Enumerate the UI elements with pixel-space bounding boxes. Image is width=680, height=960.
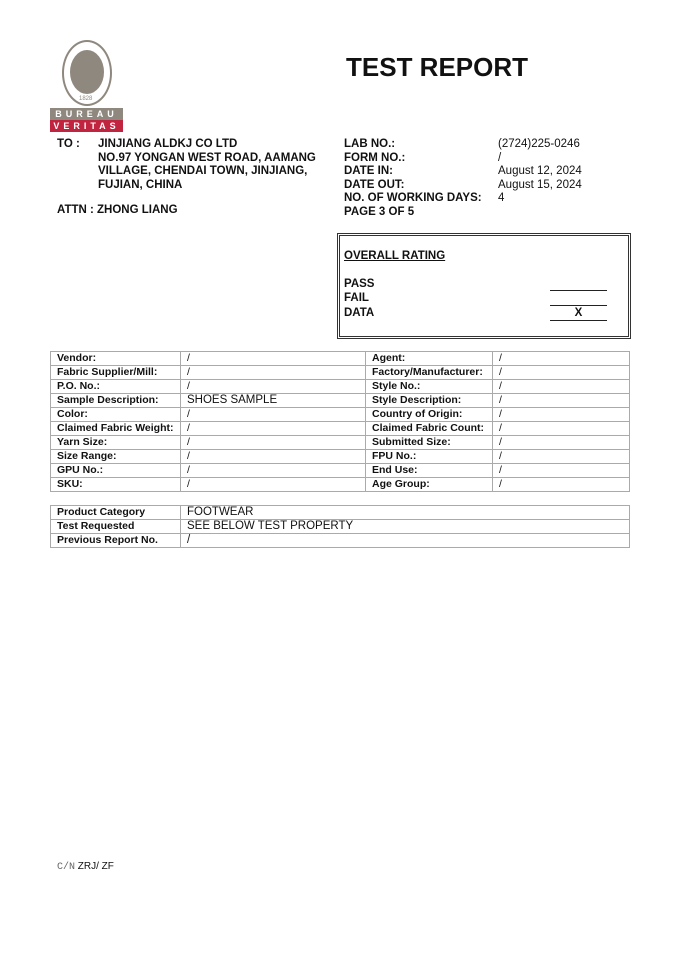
field-label: Product Category <box>51 506 181 520</box>
table-row <box>51 366 630 380</box>
field-value: / <box>493 478 630 492</box>
table-row <box>51 464 630 478</box>
field-value: / <box>181 534 630 548</box>
info-label: FORM NO.: <box>344 151 406 164</box>
address-line: NO.97 YONGAN WEST ROAD, AAMANG <box>98 151 316 164</box>
table-row <box>51 422 630 436</box>
field-label: Color: <box>51 408 181 422</box>
rating-fail: FAIL <box>344 292 369 304</box>
field-label: Previous Report No. <box>51 534 181 548</box>
table-row <box>51 352 630 366</box>
logo-figure <box>70 50 104 94</box>
rating-title: OVERALL RATING <box>344 250 446 262</box>
report-info <box>344 138 634 219</box>
table-row <box>51 436 630 450</box>
logo-veritas: VERITAS <box>50 120 123 132</box>
table-row <box>51 520 630 534</box>
field-value: / <box>181 464 366 478</box>
page-title: TEST REPORT <box>346 52 529 82</box>
field-value: / <box>181 478 366 492</box>
table-row <box>51 408 630 422</box>
info-value: (2724)225-0246 <box>498 138 580 150</box>
field-value: / <box>493 394 630 408</box>
field-value: / <box>493 422 630 436</box>
pass-line <box>550 290 607 291</box>
field-value: / <box>181 436 366 450</box>
cn-label: C/N <box>57 862 76 873</box>
field-label: P.O. No.: <box>51 380 181 394</box>
field-label: Claimed Fabric Count: <box>366 422 493 436</box>
table-row <box>51 450 630 464</box>
field-label: GPU No.: <box>51 464 181 478</box>
overall-rating-box <box>337 233 631 339</box>
field-value: / <box>493 450 630 464</box>
address-line: VILLAGE, CHENDAI TOWN, JINJIANG, <box>98 165 308 177</box>
field-label: Country of Origin: <box>366 408 493 422</box>
field-value: / <box>493 366 630 380</box>
field-value: / <box>181 352 366 366</box>
field-value: / <box>493 436 630 450</box>
product-table <box>50 505 630 548</box>
field-label: Style No.: <box>366 380 493 394</box>
info-label: NO. OF WORKING DAYS: <box>344 192 482 204</box>
sample-details-table <box>50 351 630 492</box>
company-name: JINJIANG ALDKJ CO LTD <box>98 138 238 150</box>
field-label: FPU No.: <box>366 450 493 464</box>
fail-line <box>550 305 607 306</box>
field-label: Vendor: <box>51 352 181 366</box>
field-value: / <box>493 408 630 422</box>
field-value: FOOTWEAR <box>181 506 630 520</box>
field-value: / <box>493 464 630 478</box>
field-label: Factory/Manufacturer: <box>366 366 493 380</box>
info-value: August 12, 2024 <box>498 165 582 177</box>
table-row <box>51 506 630 520</box>
field-label: Style Description: <box>366 394 493 408</box>
page-number: PAGE 3 OF 5 <box>344 205 415 218</box>
footer-cn <box>57 861 114 873</box>
to-label: TO : <box>57 138 80 150</box>
info-label: DATE IN: <box>344 165 393 177</box>
logo-bureau: BUREAU <box>50 108 123 120</box>
field-label: Fabric Supplier/Mill: <box>51 366 181 380</box>
field-label: Test Requested <box>51 520 181 534</box>
field-label: SKU: <box>51 478 181 492</box>
field-value: / <box>181 408 366 422</box>
field-value: / <box>493 352 630 366</box>
field-value: / <box>493 380 630 394</box>
recipient-address <box>98 138 316 192</box>
field-label: Submitted Size: <box>366 436 493 450</box>
field-label: Yarn Size: <box>51 436 181 450</box>
info-value: August 15, 2024 <box>498 178 582 191</box>
field-label: Agent: <box>366 352 493 366</box>
field-label: Sample Description: <box>51 394 181 408</box>
logo-year: 1828 <box>79 96 93 102</box>
cn-value: ZRJ/ ZF <box>77 861 114 872</box>
attention: ATTN : ZHONG LIANG <box>57 204 178 216</box>
table-row <box>51 394 630 408</box>
address-line: FUJIAN, CHINA <box>98 178 183 191</box>
field-label: Claimed Fabric Weight: <box>51 422 181 436</box>
field-label: Size Range: <box>51 450 181 464</box>
field-value: / <box>181 450 366 464</box>
field-value: / <box>181 366 366 380</box>
field-value: / <box>181 380 366 394</box>
field-value: / <box>181 422 366 436</box>
field-label: Age Group: <box>366 478 493 492</box>
info-label: LAB NO.: <box>344 138 396 150</box>
info-value: 4 <box>498 192 505 204</box>
info-label: DATE OUT: <box>344 178 405 191</box>
field-value: SEE BELOW TEST PROPERTY <box>181 520 630 534</box>
field-label: End Use: <box>366 464 493 478</box>
table-row <box>51 380 630 394</box>
field-value: SHOES SAMPLE <box>181 394 366 408</box>
table-row <box>51 534 630 548</box>
rating-data: DATA <box>344 307 375 319</box>
table-row <box>51 478 630 492</box>
data-mark: X <box>574 307 583 319</box>
info-value: / <box>498 151 502 164</box>
rating-pass: PASS <box>344 278 375 290</box>
